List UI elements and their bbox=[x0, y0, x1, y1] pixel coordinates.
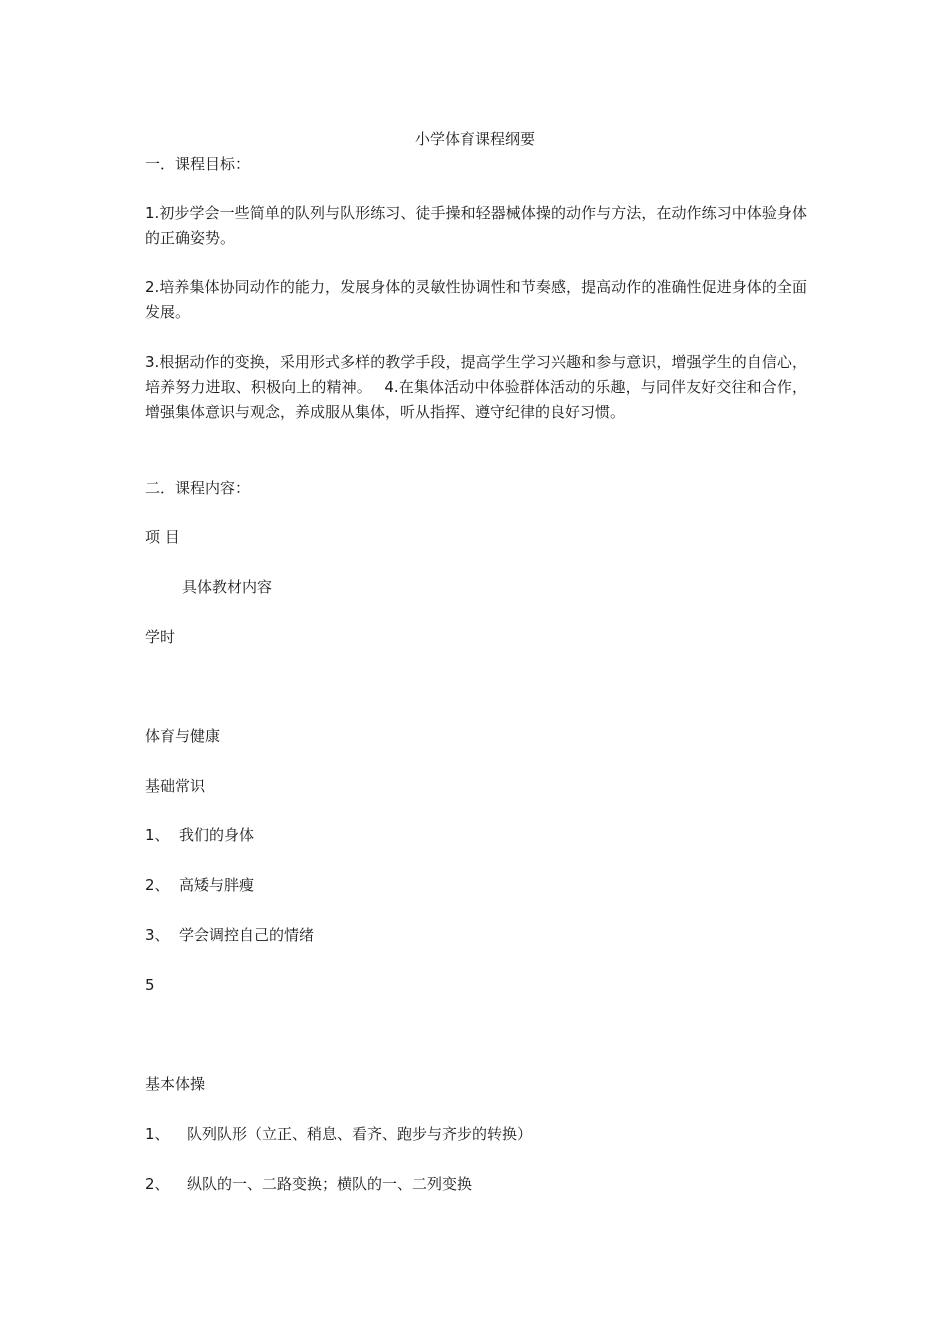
list-item bbox=[145, 823, 254, 848]
list-item-number: 2、 bbox=[145, 1175, 170, 1193]
list-item bbox=[145, 873, 254, 898]
subcategory-label: 基础常识 bbox=[145, 777, 206, 795]
category-label: 体育与健康 bbox=[145, 727, 221, 745]
list-item-number: 3、 bbox=[145, 926, 170, 944]
goal-paragraph-1: 1.初步学会一些简单的队列与队形练习、徒手操和轻器械体操的动作与方法，在动作练习中体验身体的正确姿势。 bbox=[145, 204, 807, 247]
list-item-number: 1、 bbox=[145, 826, 170, 844]
list-item bbox=[145, 923, 314, 948]
list-item-number: 1、 bbox=[145, 1125, 170, 1143]
section-heading-content: 二．课程内容： bbox=[145, 479, 251, 497]
document-title: 小学体育课程纲要 bbox=[414, 130, 535, 148]
section-heading-goals: 一．课程目标： bbox=[145, 155, 251, 173]
column-header-hours: 学时 bbox=[145, 628, 176, 646]
list-item bbox=[145, 1172, 472, 1197]
list-item-number: 2、 bbox=[145, 876, 170, 894]
list-item-text: 高矮与胖瘦 bbox=[179, 876, 255, 894]
list-item-text: 我们的身体 bbox=[179, 826, 255, 844]
column-header-content: 具体教材内容 bbox=[182, 578, 273, 596]
list-item-text: 学会调控自己的情绪 bbox=[179, 926, 315, 944]
list-item-text: 队列队形（立正、稍息、看齐、跑步与齐步的转换） bbox=[187, 1125, 533, 1143]
hours-value: 5 bbox=[145, 976, 155, 994]
subcategory-label: 基本体操 bbox=[145, 1075, 206, 1093]
list-item bbox=[145, 1122, 532, 1147]
goal-paragraph-2: 2.培养集体协同动作的能力，发展身体的灵敏性协调性和节奏感，提高动作的准确性促进身体的全面发展。 bbox=[145, 278, 807, 321]
list-item-text: 纵队的一、二路变换；横队的一、二列变换 bbox=[187, 1175, 473, 1193]
column-header-project: 项 目 bbox=[145, 528, 180, 546]
goal-paragraph-3: 3.根据动作的变换，采用形式多样的教学手段，提高学生学习兴趣和参与意识，增强学生的自信心，培养努力进取、积极向上的精神。 4.在集体活动中体验群体活动的乐趣，与同伴友好交往和合作，增强集体意识与观念，养成服从集体，听从指挥、遵守纪律的良好习惯。 bbox=[145, 353, 807, 421]
